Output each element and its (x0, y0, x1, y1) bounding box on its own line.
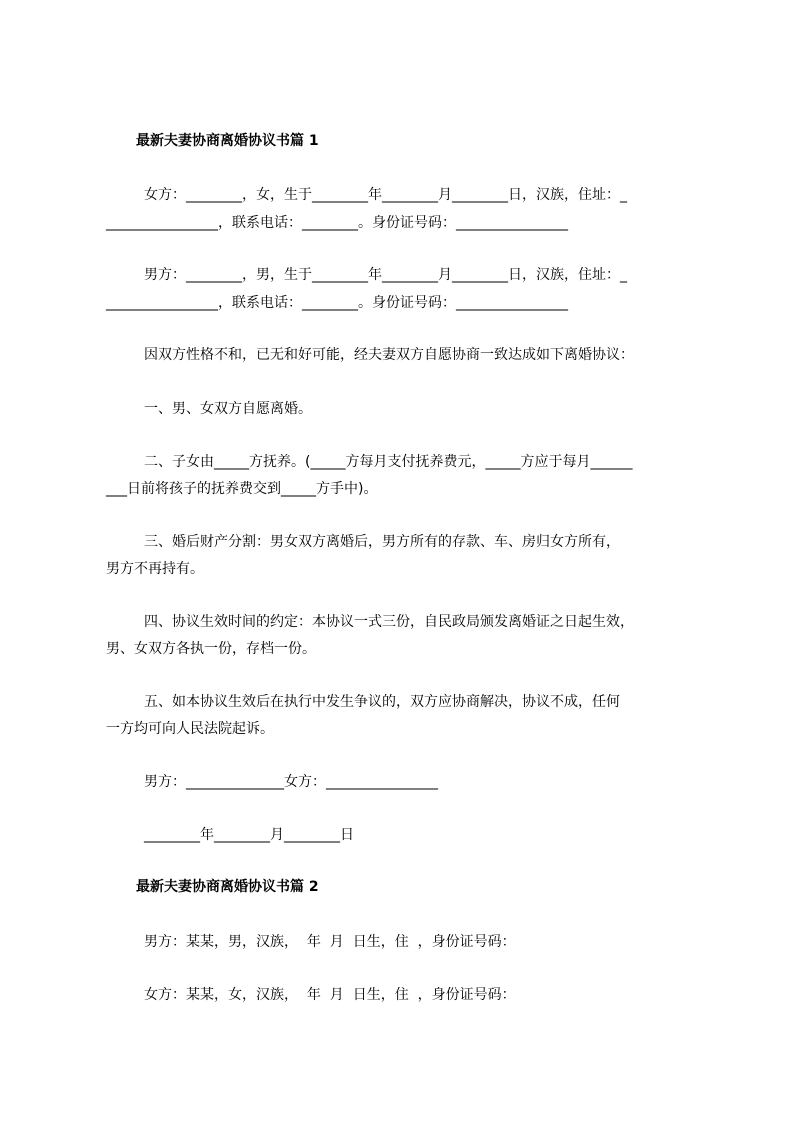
intro-paragraph: 因双方性格不和，已无和好可能，经夫妻双方自愿协商一致达成如下离婚协议： (144, 347, 634, 363)
clause-4-line2: 男、女双方各执一份，存档一份。 (106, 641, 316, 657)
signature-line: 男方：______________女方：________________ (144, 774, 438, 790)
male-info-line2: ________________，联系电话：________。身份证号码：________________ (106, 295, 568, 311)
section2-female-info: 女方：某某，女，汉族， 年 月 日生，住 ，身份证号码： (144, 987, 516, 1003)
section2-title: 最新夫妻协商离婚协议书篇 2 (136, 879, 319, 895)
male-info-line1: 男方：________，男，生于________年________月________日，汉族，住址：_ (144, 267, 627, 283)
female-info-line1: 女方：________，女，生于________年________月________日，汉族，住址：_ (144, 187, 627, 203)
clause-1: 一、男、女双方自愿离婚。 (144, 401, 312, 417)
clause-2-line2: ___日前将孩子的抚养费交到_____方手中)。 (106, 481, 378, 497)
clause-5-line2: 一方均可向人民法院起诉。 (106, 721, 274, 737)
clause-3-line1: 三、婚后财产分割：男女双方离婚后，男方所有的存款、车、房归女方所有， (144, 534, 620, 550)
clause-2-line1: 二、子女由_____方抚养。(_____方每月支付抚养费元，_____方应于每月______ (144, 454, 633, 470)
clause-3-line2: 男方不再持有。 (106, 561, 204, 577)
section1-title: 最新夫妻协商离婚协议书篇 1 (136, 133, 319, 149)
section2-male-info: 男方：某某，男，汉族， 年 月 日生，住 ，身份证号码： (144, 934, 516, 950)
date-line: ________年________月________日 (144, 827, 354, 843)
clause-5-line1: 五、如本协议生效后在执行中发生争议的，双方应协商解决，协议不成，任何 (144, 694, 620, 710)
female-info-line2: ________________，联系电话：________。身份证号码：________________ (106, 215, 568, 231)
clause-4-line1: 四、协议生效时间的约定：本协议一式三份，自民政局颁发离婚证之日起生效， (144, 614, 634, 630)
